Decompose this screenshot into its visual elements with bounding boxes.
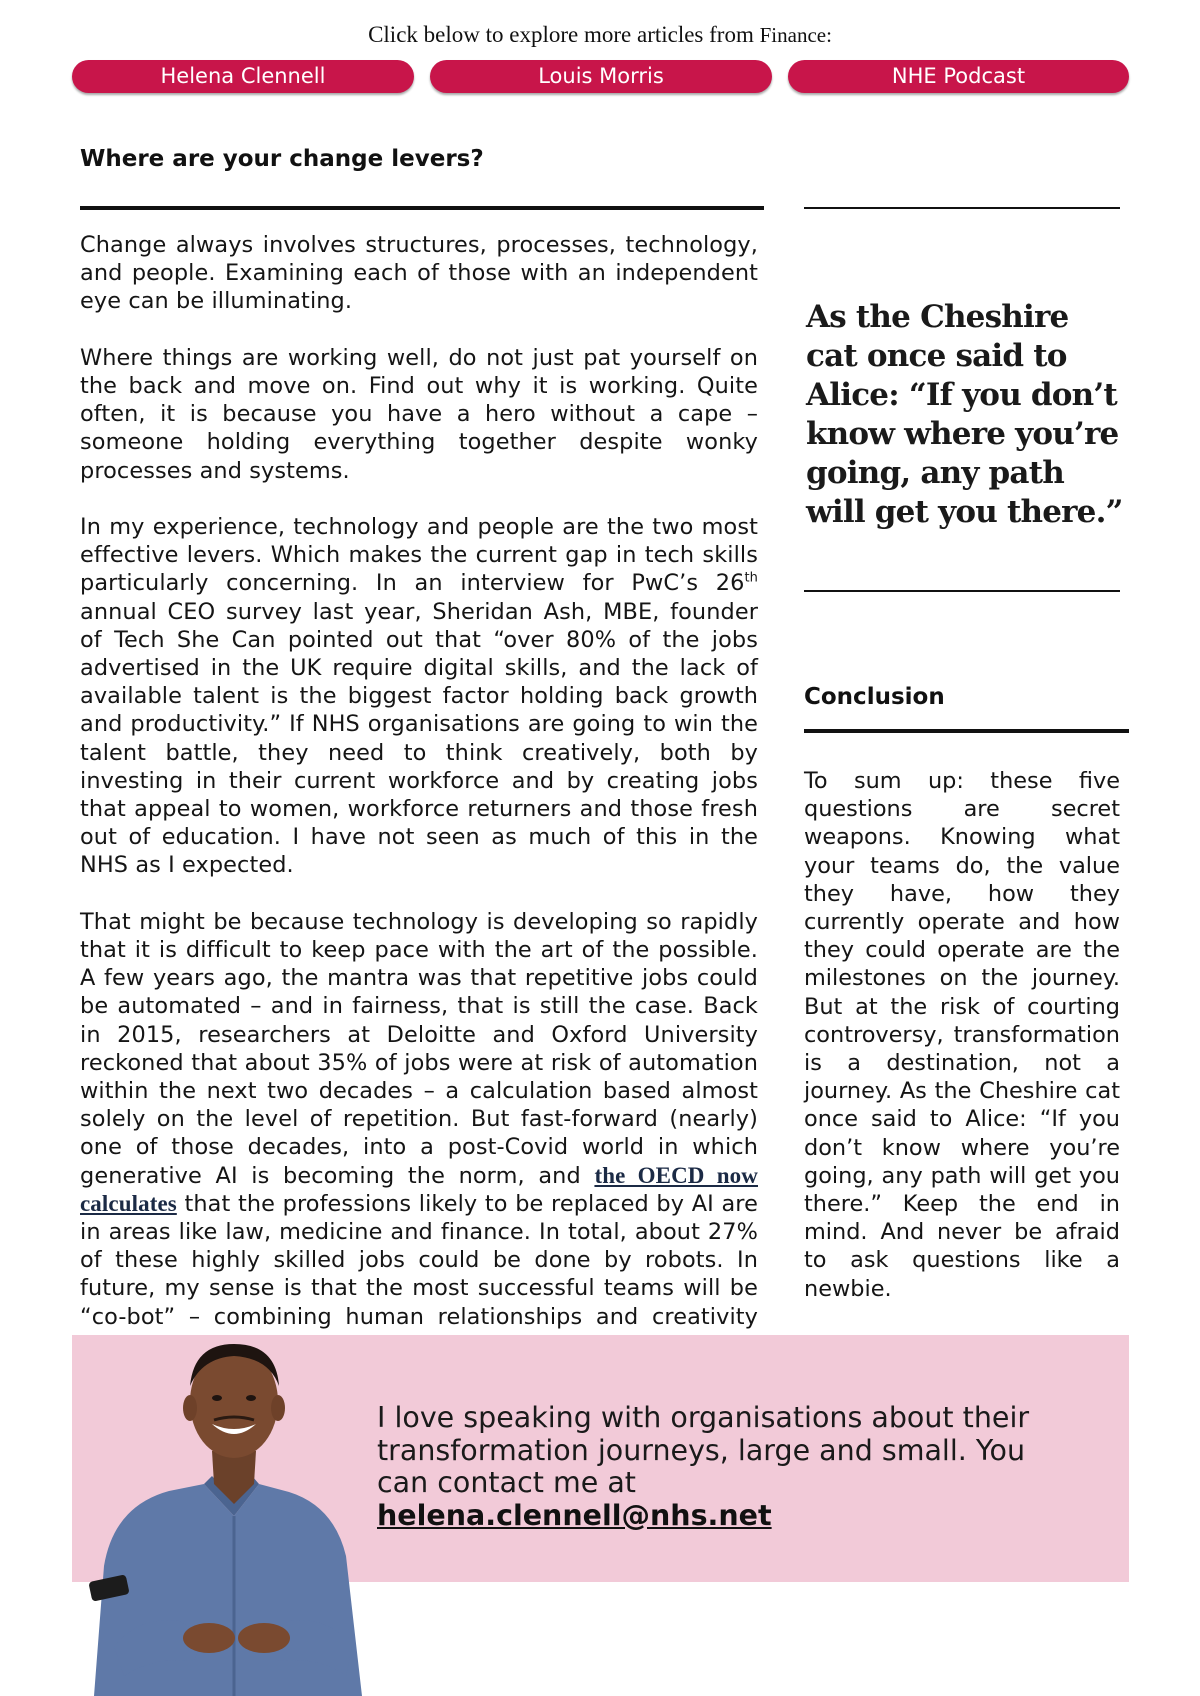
ordinal-suffix: th (744, 570, 758, 586)
author-photo (84, 1316, 384, 1696)
contact-email-link[interactable]: helena.clennell@nhs.net (377, 1498, 772, 1532)
conclusion-heading: Conclusion (804, 684, 945, 710)
conclusion-rule (804, 729, 1129, 733)
oecd-link[interactable]: the OECD now calculates (80, 1162, 758, 1216)
quote-bottom-rule (804, 590, 1120, 592)
quote-top-rule (804, 207, 1120, 209)
paragraph-3-text-b: annual CEO survey last year, Sheridan Ash, MBE, founder of Tech She Can pointed out that “over 80% of the jobs advertised in the UK require digital skills, and the lack of available talent is the biggest factor holding back growth and productivity.” If NHS organisations are going to win the talent battle, they need to think creatively, both by investing in their current workforce and by creating jobs that appeal to women, workforce returners and those fresh out of education. I have not seen as much of this in the NHS as I expected. (80, 598, 758, 879)
paragraph-4-text-b: that the professions likely to be replaced by AI are in areas like law, medicine and finance. In total, about 27% of these highly skilled jobs could be done by robots. In future, my sense is that the most successful teams will be “co-bot” – combining human relationships and creativity (80, 1190, 758, 1330)
explore-intro (0, 22, 1200, 48)
paragraph-3-text-a: In my experience, technology and people are the two most effective levers. Which makes the current gap in tech skills particularly concerning. In an interview for PwC’s 26 (80, 514, 758, 597)
nav-button-nhe-podcast[interactable]: NHE Podcast (788, 60, 1129, 93)
conclusion-paragraph: To sum up: these five questions are secret weapons. Knowing what your teams do, the value they have, how they currently operate and how they could operate are the milestones on the journey. But at the risk of courting controversy, transformation is a destination, not a journey. As the Cheshire cat once said to Alice: “If you don’t know where you’re going, any path will get you there.” Keep the end in mind. And never be afraid to ask questions like a newbie. (804, 768, 1120, 1302)
contact-message (377, 1402, 1037, 1532)
paragraph-1: Change always involves structures, processes, technology, and people. Examining each of those with an independent eye can be illuminating. (80, 232, 758, 315)
pull-quote: As the Cheshire cat once said to Alice: “If you don’t know where you’re going, any path will get you there.” (806, 299, 1123, 530)
paragraph-4 (80, 908, 758, 1359)
conclusion-body (804, 767, 1120, 1303)
explore-section-name: Finance: (759, 23, 832, 47)
paragraph-2: Where things are working well, do not just pat yourself on the back and move on. Find out why it is working. Quite often, it is because you have a hero without a cape – someone holding everything together despite wonky processes and systems. (80, 344, 758, 484)
paragraph-4-text-a: That might be because technology is developing so rapidly that it is difficult to keep pace with the art of the possible. A few years ago, the mantra was that repetitive jobs could be automated – and in fairness, that is still the case. Back in 2015, researchers at Deloitte and Oxford University reckoned that about 35% of jobs were at risk of automation within the next two decades – a calculation based almost solely on the level of repetition. But fast-forward (nearly) one of those decades, into a post-Covid world in which generative AI is becoming the norm, and (80, 908, 758, 1189)
main-article-body (80, 231, 758, 1359)
nav-button-helena-clennell[interactable]: Helena Clennell (72, 60, 414, 93)
paragraph-3 (80, 513, 758, 880)
heading-rule (80, 206, 764, 210)
nav-button-louis-morris[interactable]: Louis Morris (430, 60, 772, 93)
contact-text: I love speaking with organisations about their transformation journeys, large and small. You can contact me at (377, 1401, 1030, 1499)
section-heading-change-levers: Where are your change levers? (80, 146, 484, 172)
explore-intro-text: Click below to explore more articles from (368, 22, 754, 47)
